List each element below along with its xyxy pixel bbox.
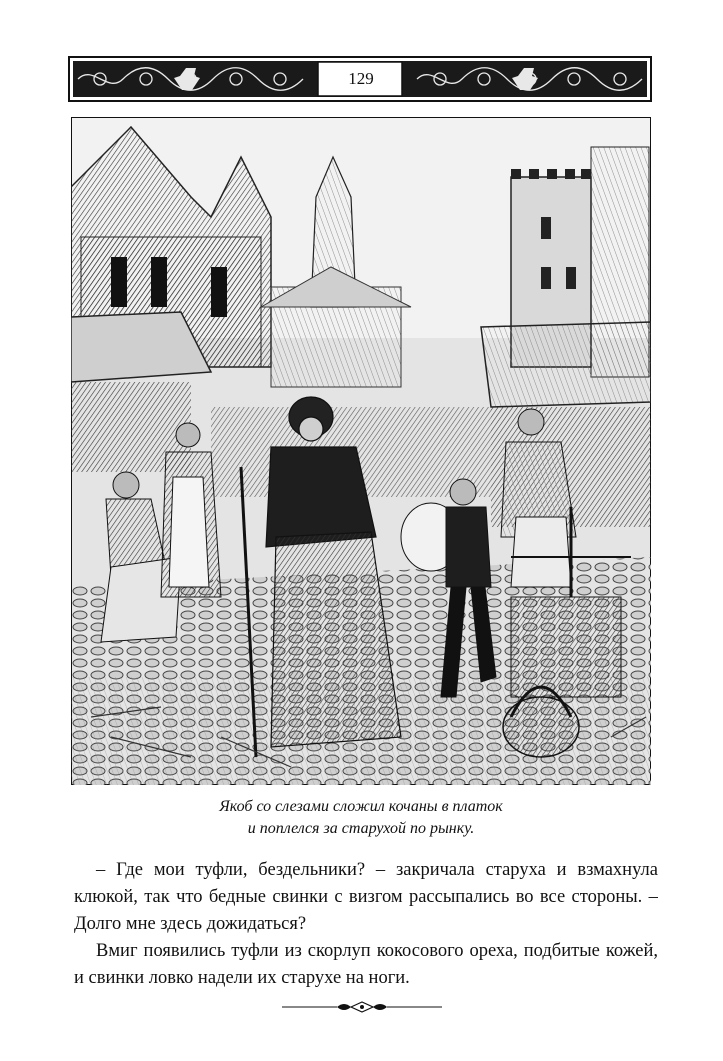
word: рассыпались bbox=[408, 887, 510, 907]
word: бедные bbox=[208, 887, 266, 907]
word: Вмиг bbox=[96, 941, 138, 961]
paragraph-1-line-2 bbox=[74, 884, 658, 911]
paragraph-2-line-1 bbox=[74, 938, 658, 965]
word: стороны. bbox=[571, 887, 643, 907]
word: туфли bbox=[231, 941, 279, 961]
word: туфли, bbox=[195, 860, 248, 880]
paragraph-1-line-3: Долго мне здесь дожидаться? bbox=[74, 914, 307, 934]
word: скорлуп bbox=[307, 941, 371, 961]
word: закричала bbox=[395, 860, 475, 880]
word: свинки bbox=[272, 887, 328, 907]
word: клюкой, bbox=[74, 887, 138, 907]
word: что bbox=[176, 887, 203, 907]
word: кокосового bbox=[376, 941, 464, 961]
word: Где bbox=[116, 860, 144, 880]
word: с bbox=[334, 887, 343, 907]
illustration-caption bbox=[71, 796, 651, 840]
word: мои bbox=[153, 860, 185, 880]
story-text bbox=[74, 857, 658, 992]
word: – bbox=[375, 860, 386, 880]
word: взмахнула bbox=[577, 860, 658, 880]
word: подбитые bbox=[523, 941, 600, 961]
word: ореха, bbox=[469, 941, 518, 961]
word: появились bbox=[143, 941, 226, 961]
word: визгом bbox=[348, 887, 403, 907]
page-number: 129 bbox=[348, 69, 374, 88]
word: из bbox=[284, 941, 302, 961]
word: кожей, bbox=[605, 941, 658, 961]
word: и bbox=[556, 860, 567, 880]
word: во bbox=[515, 887, 534, 907]
paragraph-2-line-2: и свинки ловко надели их старухе на ноги. bbox=[74, 968, 410, 988]
footer-ornament-icon bbox=[282, 1000, 442, 1014]
word: бездельники? bbox=[258, 860, 366, 880]
word: старуха bbox=[485, 860, 546, 880]
caption-line-1: Якоб со слезами сложил кочаны в платок bbox=[219, 798, 503, 815]
caption-line-2: и поплелся за старухой по рынку. bbox=[247, 820, 475, 837]
market-scene-engraving bbox=[71, 117, 651, 785]
word: все bbox=[539, 887, 566, 907]
paragraph-1-line-1 bbox=[74, 857, 658, 884]
word: – bbox=[96, 860, 106, 880]
word: – bbox=[648, 887, 658, 907]
word: так bbox=[144, 887, 170, 907]
